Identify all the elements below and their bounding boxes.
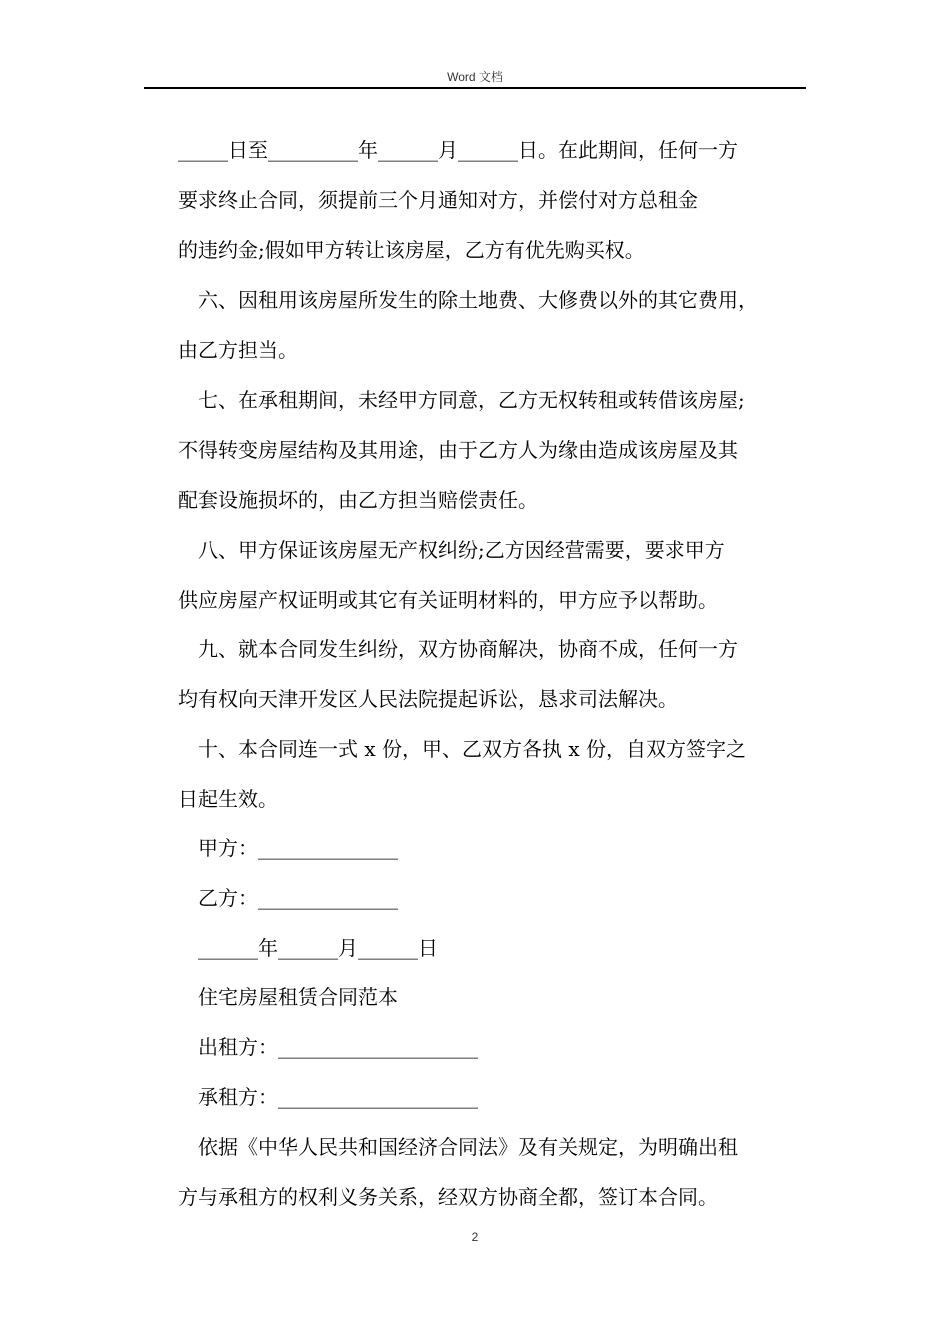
lessee-field-line: 承租方：____________________: [198, 1085, 478, 1109]
clause-ten-line: 十、本合同连一式 x 份，甲、乙双方各执 x 份，自双方签字之: [198, 737, 746, 761]
body-text-line: _____日至_________年______月______日。在此期间，任何一方: [178, 138, 738, 162]
body-text-line: 配套设施损坏的，由乙方担当赔偿责任。: [178, 488, 538, 512]
clause-seven-line: 七、在承租期间，未经甲方同意，乙方无权转租或转借该房屋;: [198, 388, 745, 412]
body-text-line: 的违约金;假如甲方转让该房屋，乙方有优先购买权。: [178, 238, 645, 262]
clause-nine-line: 九、就本合同发生纠纷，双方协商解决，协商不成，任何一方: [198, 637, 738, 661]
clause-eight-line: 八、甲方保证该房屋无产权纠纷;乙方因经营需要，要求甲方: [198, 538, 725, 562]
party-a-signature-line: 甲方：______________: [198, 836, 398, 860]
body-text-line: 供应房屋产权证明或其它有关证明材料的，甲方应予以帮助。: [178, 588, 718, 612]
body-text-line: 日起生效。: [178, 787, 278, 811]
page-number: 2: [471, 1230, 479, 1244]
clause-six-line: 六、因租用该房屋所发生的除土地费、大修费以外的其它费用，: [198, 288, 758, 312]
lessor-field-line: 出租方：____________________: [198, 1035, 478, 1059]
party-b-signature-line: 乙方：______________: [198, 886, 398, 910]
body-text-line: 均有权向天津开发区人民法院提起诉讼，恳求司法解决。: [178, 687, 678, 711]
body-text-line: 不得转变房屋结构及其用途，由于乙方人为缘由造成该房屋及其: [178, 438, 738, 462]
document-header-title: Word 文档: [447, 70, 503, 84]
header-divider: [144, 87, 806, 89]
contract-template-title: 住宅房屋租赁合同范本: [198, 985, 398, 1009]
preamble-line: 依据《中华人民共和国经济合同法》及有关规定，为明确出租: [198, 1135, 738, 1159]
body-text-line: 要求终止合同，须提前三个月通知对方，并偿付对方总租金: [178, 188, 698, 212]
body-text-line: 方与承租方的权利义务关系，经双方协商全都，签订本合同。: [178, 1185, 718, 1209]
signing-date-line: ______年______月______日: [198, 936, 438, 960]
body-text-line: 由乙方担当。: [178, 338, 298, 362]
